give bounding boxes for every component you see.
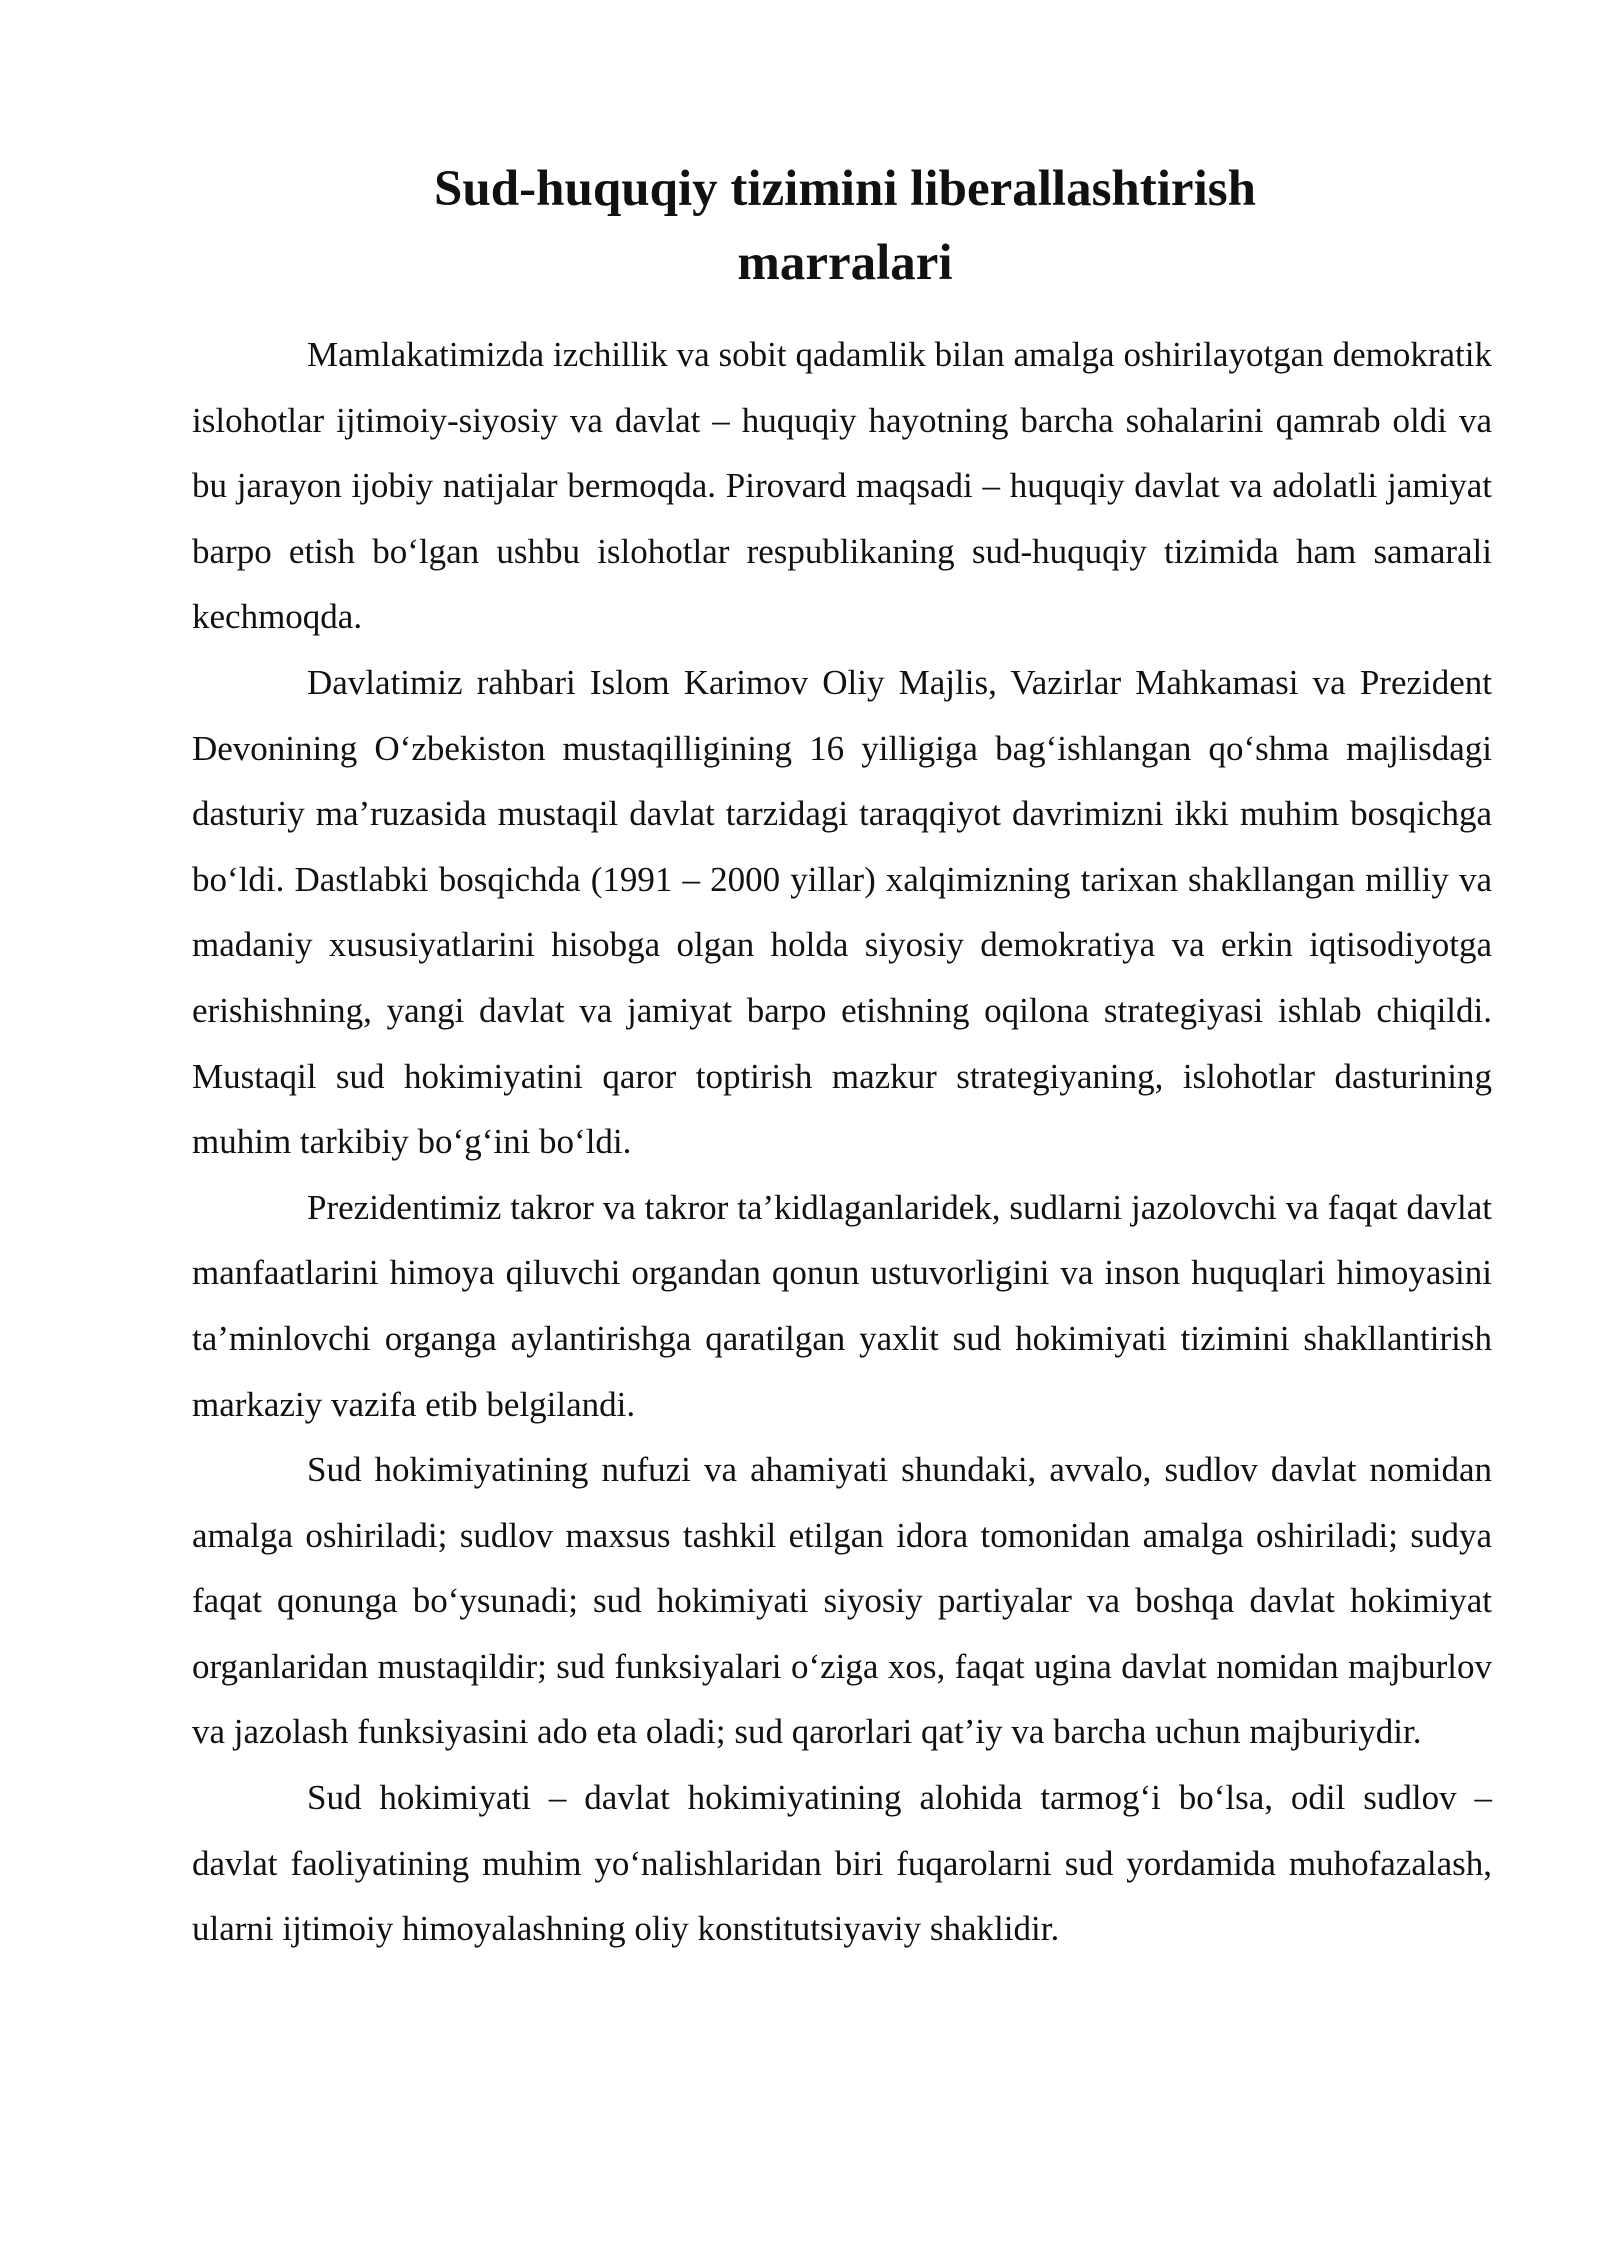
paragraph-2: Davlatimiz rahbari Islom Karimov Oliy Majlis, Vazirlar Mahkamasi va Prezident Devonining O‘zbekiston mustaqilligining 16 yilligiga bag‘ishlangan qo‘shma majlisdagi dasturiy ma’ruzasida mustaqil davlat tarzidagi taraqqiyot davrimizni ikki muhim bosqichga bo‘ldi. Dastlabki bosqichda (1991 – 2000 yillar) xalqimizning tarixan shakllangan milliy va madaniy xususiyatlarini hisobga olgan holda siyosiy demokratiya va erkin iqtisodiyotga erishishning, yangi davlat va jamiyat barpo etishning oqilona strategiyasi ishlab chiqildi. Mustaqil sud hokimiyatini qaror toptirish mazkur strategiyaning, islohotlar dasturining muhim tarkibiy bo‘g‘ini bo‘ldi. [192,662,1492,1162]
paragraph-1: Mamlakatimizda izchillik va sobit qadamlik bilan amalga oshirilayotgan demokratik islohotlar ijtimoiy-siyosiy va davlat – huquqiy hayotning barcha sohalarini qamrab oldi va bu jarayon ijobiy natijalar bermoqda. Pirovard maqsadi – huquqiy davlat va adolatli jamiyat barpo etish bo‘lgan ushbu islohotlar respublikaning sud-huquqiy tizimida ham samarali kechmoqda. [192,335,1492,637]
paragraph-5: Sud hokimiyati – davlat hokimiyatining alohida tarmog‘i bo‘lsa, odil sudlov – davlat faoliyatining muhim yo‘nalishlaridan biri fuqarolarni sud yordamida muhofazalash, ularni ijtimoiy himoyalashning oliy konstitutsiyaviy shaklidir. [192,1778,1492,1949]
paragraph-3: Prezidentimiz takror va takror ta’kidlaganlaridek, sudlarni jazolovchi va faqat davlat manfaatlarini himoya qiluvchi organdan qonun ustuvorligini va inson huquqlari himoyasini ta’minlovchi organga aylantirishga qaratilgan yaxlit sud hokimiyati tizimini shakllantirish markaziy vazifa etib belgilandi. [192,1187,1492,1424]
paragraph-4: Sud hokimiyatining nufuzi va ahamiyati shundaki, avvalo, sudlov davlat nomidan amalga oshiriladi; sudlov maxsus tashkil etilgan idora tomonidan amalga oshiriladi; sudya faqat qonunga bo‘ysunadi; sud hokimiyati siyosiy partiyalar va boshqa davlat hokimiyat organlaridan mustaqildir; sud funksiyalari o‘ziga xos, faqat ugina davlat nomidan majburlov va jazolash funksiyasini ado eta oladi; sud qarorlari qat’iy va barcha uchun majburiydir. [192,1450,1492,1752]
document-body [192,322,1492,1962]
title-line-2: marralari [737,235,953,291]
title-line-1: Sud-huquqiy tizimini liberallashtirish [434,161,1256,217]
page-title [190,152,1500,300]
